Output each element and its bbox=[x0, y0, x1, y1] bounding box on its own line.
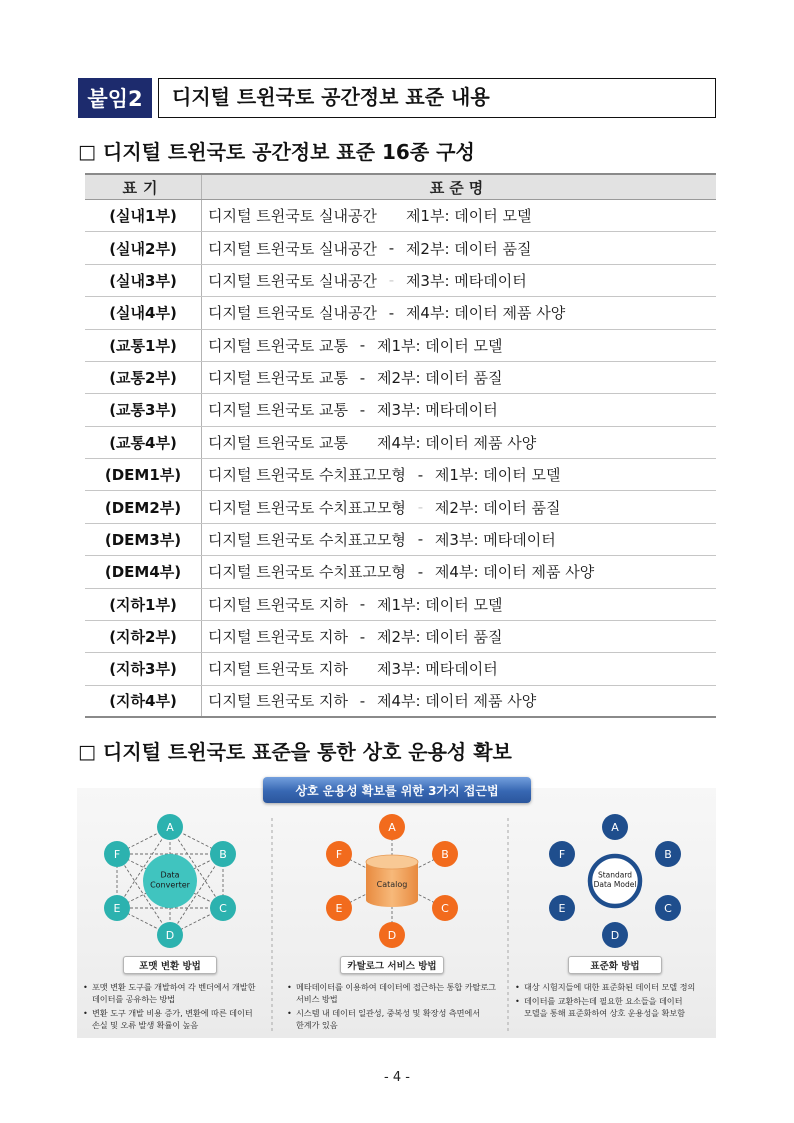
node-label: D bbox=[165, 929, 175, 942]
standard-subject: 디지털 트윈국토 지하 bbox=[208, 595, 348, 614]
node-b bbox=[655, 841, 681, 867]
node-d bbox=[157, 922, 183, 948]
standard-name bbox=[202, 330, 716, 361]
table-row bbox=[85, 330, 716, 362]
standard-name bbox=[202, 589, 716, 620]
standard-name bbox=[202, 265, 716, 296]
node-label: A bbox=[388, 821, 396, 834]
standard-part: 제3부: 메타데이터 bbox=[376, 401, 498, 420]
standard-subject: 디지털 트윈국토 수치표고모형 bbox=[208, 563, 406, 582]
standard-part: 제2부: 데이터 품질 bbox=[376, 628, 503, 647]
figure-banner: 상호 운용성 확보를 위한 3가지 접근법 bbox=[263, 777, 531, 803]
table-row bbox=[85, 200, 716, 232]
section-title: 디지털 트윈국토 표준을 통한 상호 운용성 확보 bbox=[103, 740, 512, 764]
table-row bbox=[85, 491, 716, 523]
table-body bbox=[85, 200, 716, 718]
standard-name bbox=[202, 686, 716, 716]
standard-separator: - bbox=[388, 239, 395, 258]
bullet-line: 대상 시험지들에 대한 표준화된 데이터 모델 정의 bbox=[524, 982, 696, 992]
standard-part: 제2부: 데이터 품질 bbox=[376, 369, 503, 388]
catalog-label: Catalog bbox=[376, 880, 408, 889]
node-label: F bbox=[113, 848, 121, 861]
node-e bbox=[326, 895, 352, 921]
standard-code: (DEM2부) bbox=[85, 491, 202, 522]
standard-name bbox=[202, 362, 716, 393]
page-title-box bbox=[158, 78, 716, 118]
section-title: 디지털 트윈국토 공간정보 표준 16종 구성 bbox=[103, 140, 475, 164]
standard-part: 제1부: 데이터 모델 bbox=[434, 466, 561, 485]
standard-name bbox=[202, 232, 716, 263]
bullet-list-standardization bbox=[515, 981, 714, 1021]
node-label: E bbox=[113, 902, 121, 915]
standard-part: 제4부: 데이터 제품 사양 bbox=[376, 433, 537, 452]
node-c bbox=[432, 895, 458, 921]
standards-table bbox=[85, 173, 716, 718]
standard-part: 제1부: 데이터 모델 bbox=[376, 595, 503, 614]
hub-label-line1: Data bbox=[160, 870, 180, 880]
standard-part: 제4부: 데이터 제품 사양 bbox=[434, 563, 595, 582]
standard-code: (실내4부) bbox=[85, 297, 202, 328]
standard-part: 제4부: 데이터 제품 사양 bbox=[405, 304, 566, 323]
table-row bbox=[85, 524, 716, 556]
standard-name bbox=[202, 653, 716, 684]
standard-name bbox=[202, 621, 716, 652]
bullet-dot: • bbox=[515, 996, 520, 1006]
table-row bbox=[85, 653, 716, 685]
standard-separator: - bbox=[359, 336, 366, 355]
standard-subject: 디지털 트윈국토 수치표고모형 bbox=[208, 498, 406, 517]
standard-code: (DEM1부) bbox=[85, 459, 202, 490]
section-heading-interoperability bbox=[78, 740, 512, 764]
standard-subject: 디지털 트윈국토 지하 bbox=[208, 660, 348, 679]
standard-name bbox=[202, 427, 716, 458]
standard-subject: 디지털 트윈국토 실내공간 bbox=[208, 271, 377, 290]
table-row bbox=[85, 394, 716, 426]
standard-name bbox=[202, 524, 716, 555]
bullet-line: 데이터를 교환하는데 필요한 요소들을 데이터 bbox=[524, 996, 683, 1006]
page-title: 디지털 트윈국토 공간정보 표준 내용 bbox=[172, 85, 490, 109]
bullet-line: 메타데이터를 이용하여 데이터에 접근하는 통합 카탈로그 bbox=[296, 982, 496, 992]
section-heading-standards bbox=[78, 140, 475, 164]
standard-data-model-ring bbox=[590, 856, 640, 906]
standard-name bbox=[202, 459, 716, 490]
standard-name bbox=[202, 200, 716, 231]
bullet-item bbox=[515, 981, 714, 993]
node-b bbox=[210, 841, 236, 867]
attachment-badge: 붙임2 bbox=[78, 78, 152, 118]
checkbox-square-icon: □ bbox=[78, 741, 96, 763]
standard-subject: 디지털 트윈국토 실내공간 bbox=[208, 304, 377, 323]
node-e bbox=[104, 895, 130, 921]
node-d bbox=[379, 922, 405, 948]
standard-part: 제3부: 메타데이터 bbox=[376, 660, 498, 679]
node-label: D bbox=[610, 929, 620, 942]
standard-separator: - bbox=[417, 530, 424, 549]
node-label: C bbox=[219, 902, 227, 915]
standard-code: (교통3부) bbox=[85, 394, 202, 425]
page-number: - 4 - bbox=[384, 1070, 410, 1085]
standard-name bbox=[202, 556, 716, 587]
standard-code: (지하2부) bbox=[85, 621, 202, 652]
standard-separator: - bbox=[359, 691, 366, 710]
standard-name bbox=[202, 394, 716, 425]
bullet-item bbox=[287, 1007, 505, 1031]
standard-code: (DEM3부) bbox=[85, 524, 202, 555]
standard-separator: - bbox=[359, 627, 366, 646]
standard-separator: - bbox=[417, 562, 424, 581]
table-row bbox=[85, 621, 716, 653]
bullet-item bbox=[83, 1007, 270, 1031]
standard-separator: - bbox=[359, 595, 366, 614]
node-label: B bbox=[441, 848, 449, 861]
cylinder-bottom bbox=[366, 893, 418, 907]
standard-subject: 디지털 트윈국토 교통 bbox=[208, 433, 348, 452]
ring-label-line2: Data Model bbox=[593, 880, 637, 889]
bullet-text bbox=[296, 981, 496, 1005]
bullet-dot: • bbox=[287, 982, 292, 992]
standard-code: (실내3부) bbox=[85, 265, 202, 296]
standard-subject: 디지털 트윈국토 수치표고모형 bbox=[208, 466, 406, 485]
standard-part: 제2부: 데이터 품질 bbox=[434, 498, 561, 517]
node-label: E bbox=[558, 902, 566, 915]
node-f bbox=[104, 841, 130, 867]
bullet-dot: • bbox=[515, 982, 520, 992]
bullet-line: 포맷 변환 도구를 개발하여 각 벤더에서 개발한 bbox=[92, 982, 256, 992]
bullet-item bbox=[515, 995, 714, 1019]
table-row bbox=[85, 232, 716, 264]
standard-subject: 디지털 트윈국토 교통 bbox=[208, 401, 348, 420]
standard-separator: - bbox=[359, 400, 366, 419]
table-row bbox=[85, 459, 716, 491]
standard-separator: - bbox=[417, 498, 424, 517]
node-label: A bbox=[166, 821, 174, 834]
header-standard-name: 표준명 bbox=[429, 178, 489, 197]
table-row bbox=[85, 362, 716, 394]
standard-code: (교통4부) bbox=[85, 427, 202, 458]
cylinder-top bbox=[366, 855, 418, 869]
standard-name bbox=[202, 491, 716, 522]
standard-subject: 디지털 트윈국토 수치표고모형 bbox=[208, 530, 406, 549]
table-row bbox=[85, 427, 716, 459]
table-row bbox=[85, 265, 716, 297]
standard-subject: 디지털 트윈국토 실내공간 bbox=[208, 207, 377, 226]
standard-part: 제3부: 메타데이터 bbox=[434, 530, 556, 549]
method-label-standardization: 표준화 방법 bbox=[568, 956, 662, 974]
bullet-line: 시스템 내 데이터 일관성, 중복성 및 확장성 측면에서 bbox=[296, 1008, 481, 1018]
standard-subject: 디지털 트윈국토 교통 bbox=[208, 336, 348, 355]
bullet-dot: • bbox=[83, 1008, 88, 1018]
bullet-text bbox=[92, 1007, 253, 1031]
node-label: B bbox=[219, 848, 227, 861]
standard-part: 제1부: 데이터 모델 bbox=[405, 207, 532, 226]
bullet-text bbox=[524, 995, 685, 1019]
node-c bbox=[655, 895, 681, 921]
bullet-dot: • bbox=[83, 982, 88, 992]
table-row bbox=[85, 556, 716, 588]
bullet-line: 손실 및 오류 발생 확률이 높음 bbox=[92, 1020, 199, 1030]
standard-part: 제4부: 데이터 제품 사양 bbox=[376, 692, 537, 711]
bullet-item bbox=[83, 981, 270, 1005]
method-label-catalog-service: 카탈로그 서비스 방법 bbox=[340, 956, 444, 974]
standard-separator: - bbox=[417, 465, 424, 484]
bullet-line: 서비스 방법 bbox=[296, 994, 338, 1004]
standard-code: (교통2부) bbox=[85, 362, 202, 393]
node-f bbox=[326, 841, 352, 867]
standard-code: (지하4부) bbox=[85, 686, 202, 716]
standard-code: (실내1부) bbox=[85, 200, 202, 231]
table-row bbox=[85, 589, 716, 621]
node-label: B bbox=[664, 848, 672, 861]
header-code: 표기 bbox=[85, 175, 202, 199]
standard-subject: 디지털 트윈국토 지하 bbox=[208, 692, 348, 711]
node-label: F bbox=[335, 848, 343, 861]
bullet-item bbox=[287, 981, 505, 1005]
standard-name bbox=[202, 297, 716, 328]
standard-code: (지하3부) bbox=[85, 653, 202, 684]
node-a bbox=[379, 814, 405, 840]
catalog-database-icon bbox=[366, 855, 418, 907]
node-label: E bbox=[335, 902, 343, 915]
data-converter-hub bbox=[143, 854, 197, 908]
standard-separator: - bbox=[388, 271, 395, 290]
bullet-line: 모델을 통해 표준화하여 상호 운용성을 확보함 bbox=[524, 1008, 685, 1018]
node-label: D bbox=[387, 929, 397, 942]
table-row bbox=[85, 297, 716, 329]
standard-part: 제2부: 데이터 품질 bbox=[405, 239, 532, 258]
bullet-line: 한계가 있음 bbox=[296, 1020, 338, 1030]
bullet-line: 데이터를 공유하는 방법 bbox=[92, 994, 176, 1004]
standard-code: (교통1부) bbox=[85, 330, 202, 361]
bullet-text bbox=[524, 981, 695, 993]
node-label: C bbox=[441, 902, 449, 915]
standard-part: 제3부: 메타데이터 bbox=[405, 271, 527, 290]
standard-code: (지하1부) bbox=[85, 589, 202, 620]
bullet-text bbox=[296, 1007, 480, 1031]
bullet-text bbox=[92, 981, 255, 1005]
node-c bbox=[210, 895, 236, 921]
method-label-format-conversion: 포맷 변환 방법 bbox=[123, 956, 217, 974]
node-a bbox=[602, 814, 628, 840]
standard-separator: - bbox=[388, 303, 395, 322]
node-a bbox=[157, 814, 183, 840]
table-row bbox=[85, 686, 716, 718]
table-header-row bbox=[85, 173, 716, 200]
standard-code: (DEM4부) bbox=[85, 556, 202, 587]
node-e bbox=[549, 895, 575, 921]
bullet-dot: • bbox=[287, 1008, 292, 1018]
ring-label-line1: Standard bbox=[597, 870, 633, 880]
standard-code: (실내2부) bbox=[85, 232, 202, 263]
standard-subject: 디지털 트윈국토 실내공간 bbox=[208, 239, 377, 258]
node-f bbox=[549, 841, 575, 867]
node-label: C bbox=[664, 902, 672, 915]
standard-part: 제1부: 데이터 모델 bbox=[376, 336, 503, 355]
bullet-list-format-conversion bbox=[83, 981, 270, 1033]
hub-label-line2: Converter bbox=[150, 880, 190, 890]
standard-separator: - bbox=[359, 368, 366, 387]
node-b bbox=[432, 841, 458, 867]
checkbox-square-icon: □ bbox=[78, 141, 96, 163]
node-d bbox=[602, 922, 628, 948]
standard-subject: 디지털 트윈국토 교통 bbox=[208, 369, 348, 388]
node-label: A bbox=[611, 821, 619, 834]
node-label: F bbox=[558, 848, 566, 861]
standard-subject: 디지털 트윈국토 지하 bbox=[208, 628, 348, 647]
bullet-list-catalog-service bbox=[287, 981, 505, 1033]
bullet-line: 변환 도구 개발 비용 증가, 변환에 따른 데이터 bbox=[92, 1008, 253, 1018]
